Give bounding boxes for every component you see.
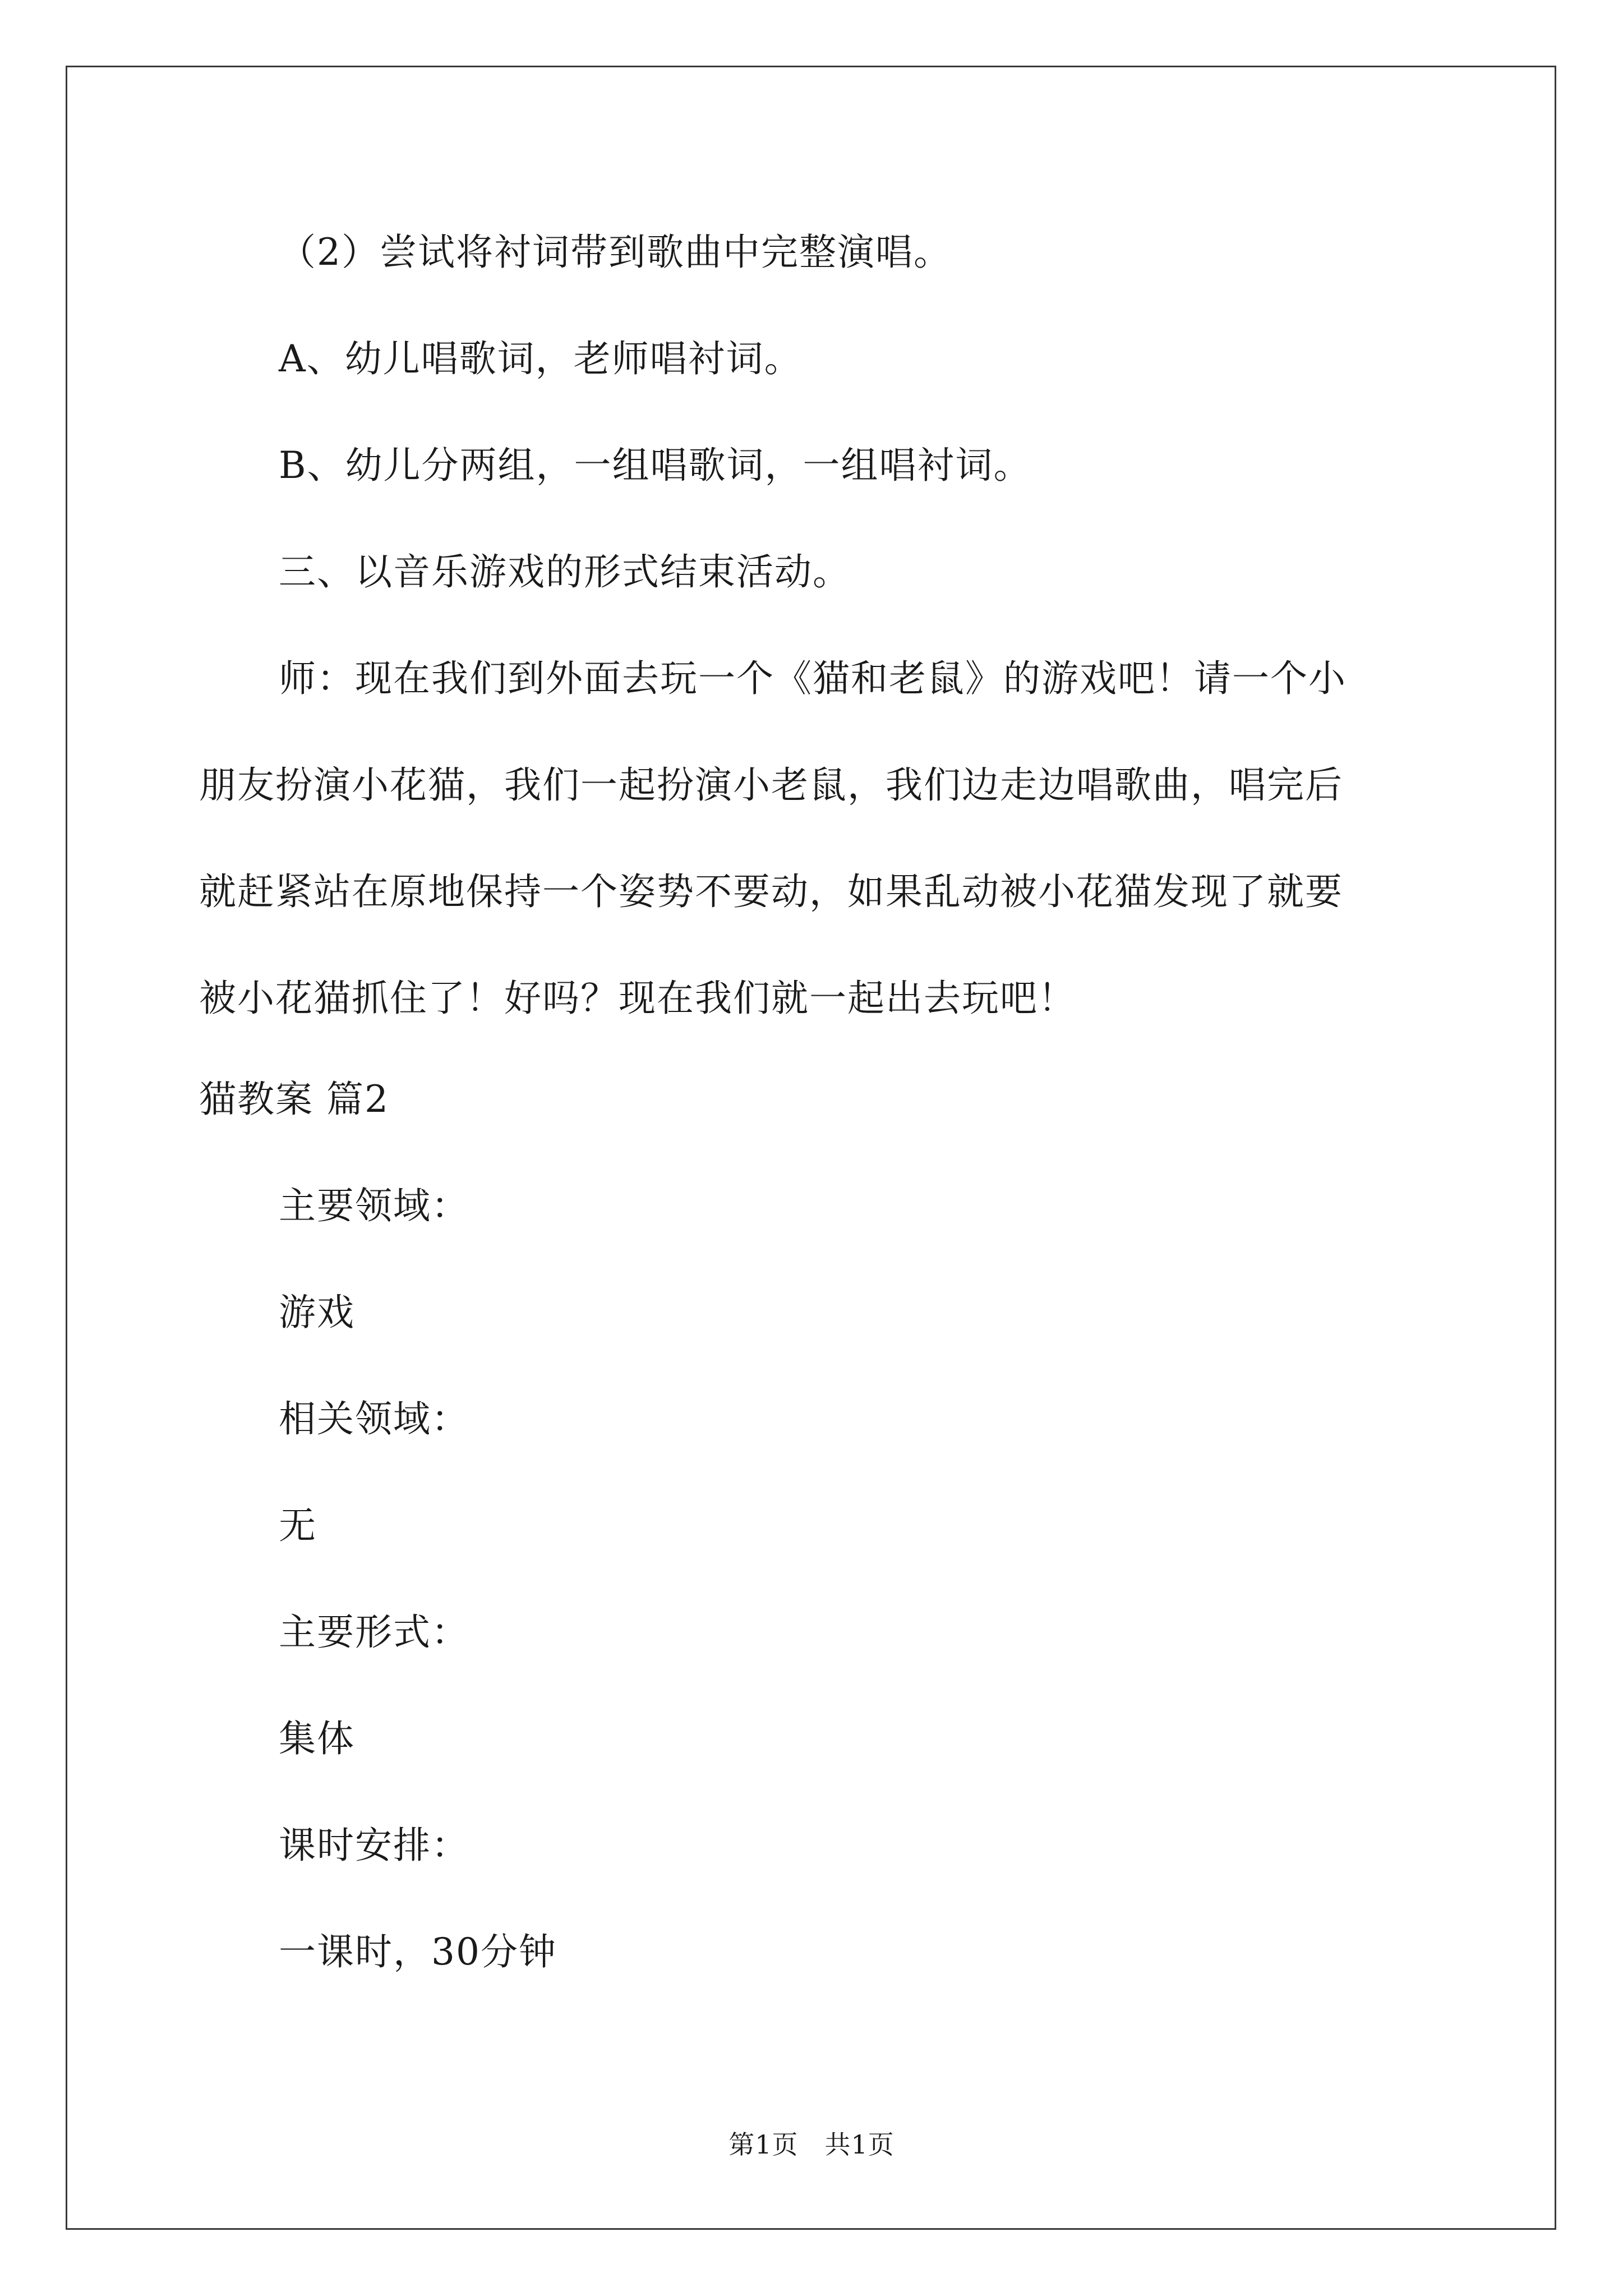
- field-related-domain-value: 无: [279, 1504, 317, 1547]
- field-main-domain-value: 游戏: [279, 1291, 355, 1334]
- teacher-line-4: 被小花猫抓住了！好吗？现在我们就一起出去玩吧！: [199, 977, 1076, 1020]
- paragraph-option-b: B、幼儿分两组，一组唱歌词，一组唱衬词。: [279, 444, 1032, 487]
- page-border: [66, 66, 1556, 2230]
- teacher-line-2: 朋友扮演小花猫，我们一起扮演小老鼠，我们边走边唱歌曲，唱完后: [199, 763, 1343, 807]
- field-form-value: 集体: [279, 1717, 355, 1760]
- field-schedule-label: 课时安排：: [279, 1824, 469, 1867]
- teacher-line-1: 师：现在我们到外面去玩一个《猫和老鼠》的游戏吧！请一个小: [279, 657, 1347, 700]
- page-footer: 第1页 共1页: [728, 2129, 895, 2160]
- field-main-domain-label: 主要领域：: [279, 1184, 469, 1227]
- field-related-domain-label: 相关领域：: [279, 1397, 469, 1441]
- teacher-line-3: 就赶紧站在原地保持一个姿势不要动，如果乱动被小花猫发现了就要: [199, 870, 1343, 913]
- field-schedule-value: 一课时，30分钟: [279, 1930, 557, 1973]
- paragraph-option-a: A、幼儿唱歌词，老师唱衬词。: [279, 337, 803, 380]
- section-title: 猫教案 篇2: [199, 1078, 389, 1121]
- paragraph-step-3: 三、以音乐游戏的形式结束活动。: [279, 550, 851, 593]
- paragraph-step-2: （2）尝试将衬词带到歌曲中完整演唱。: [279, 231, 952, 274]
- field-form-label: 主要形式：: [279, 1611, 469, 1654]
